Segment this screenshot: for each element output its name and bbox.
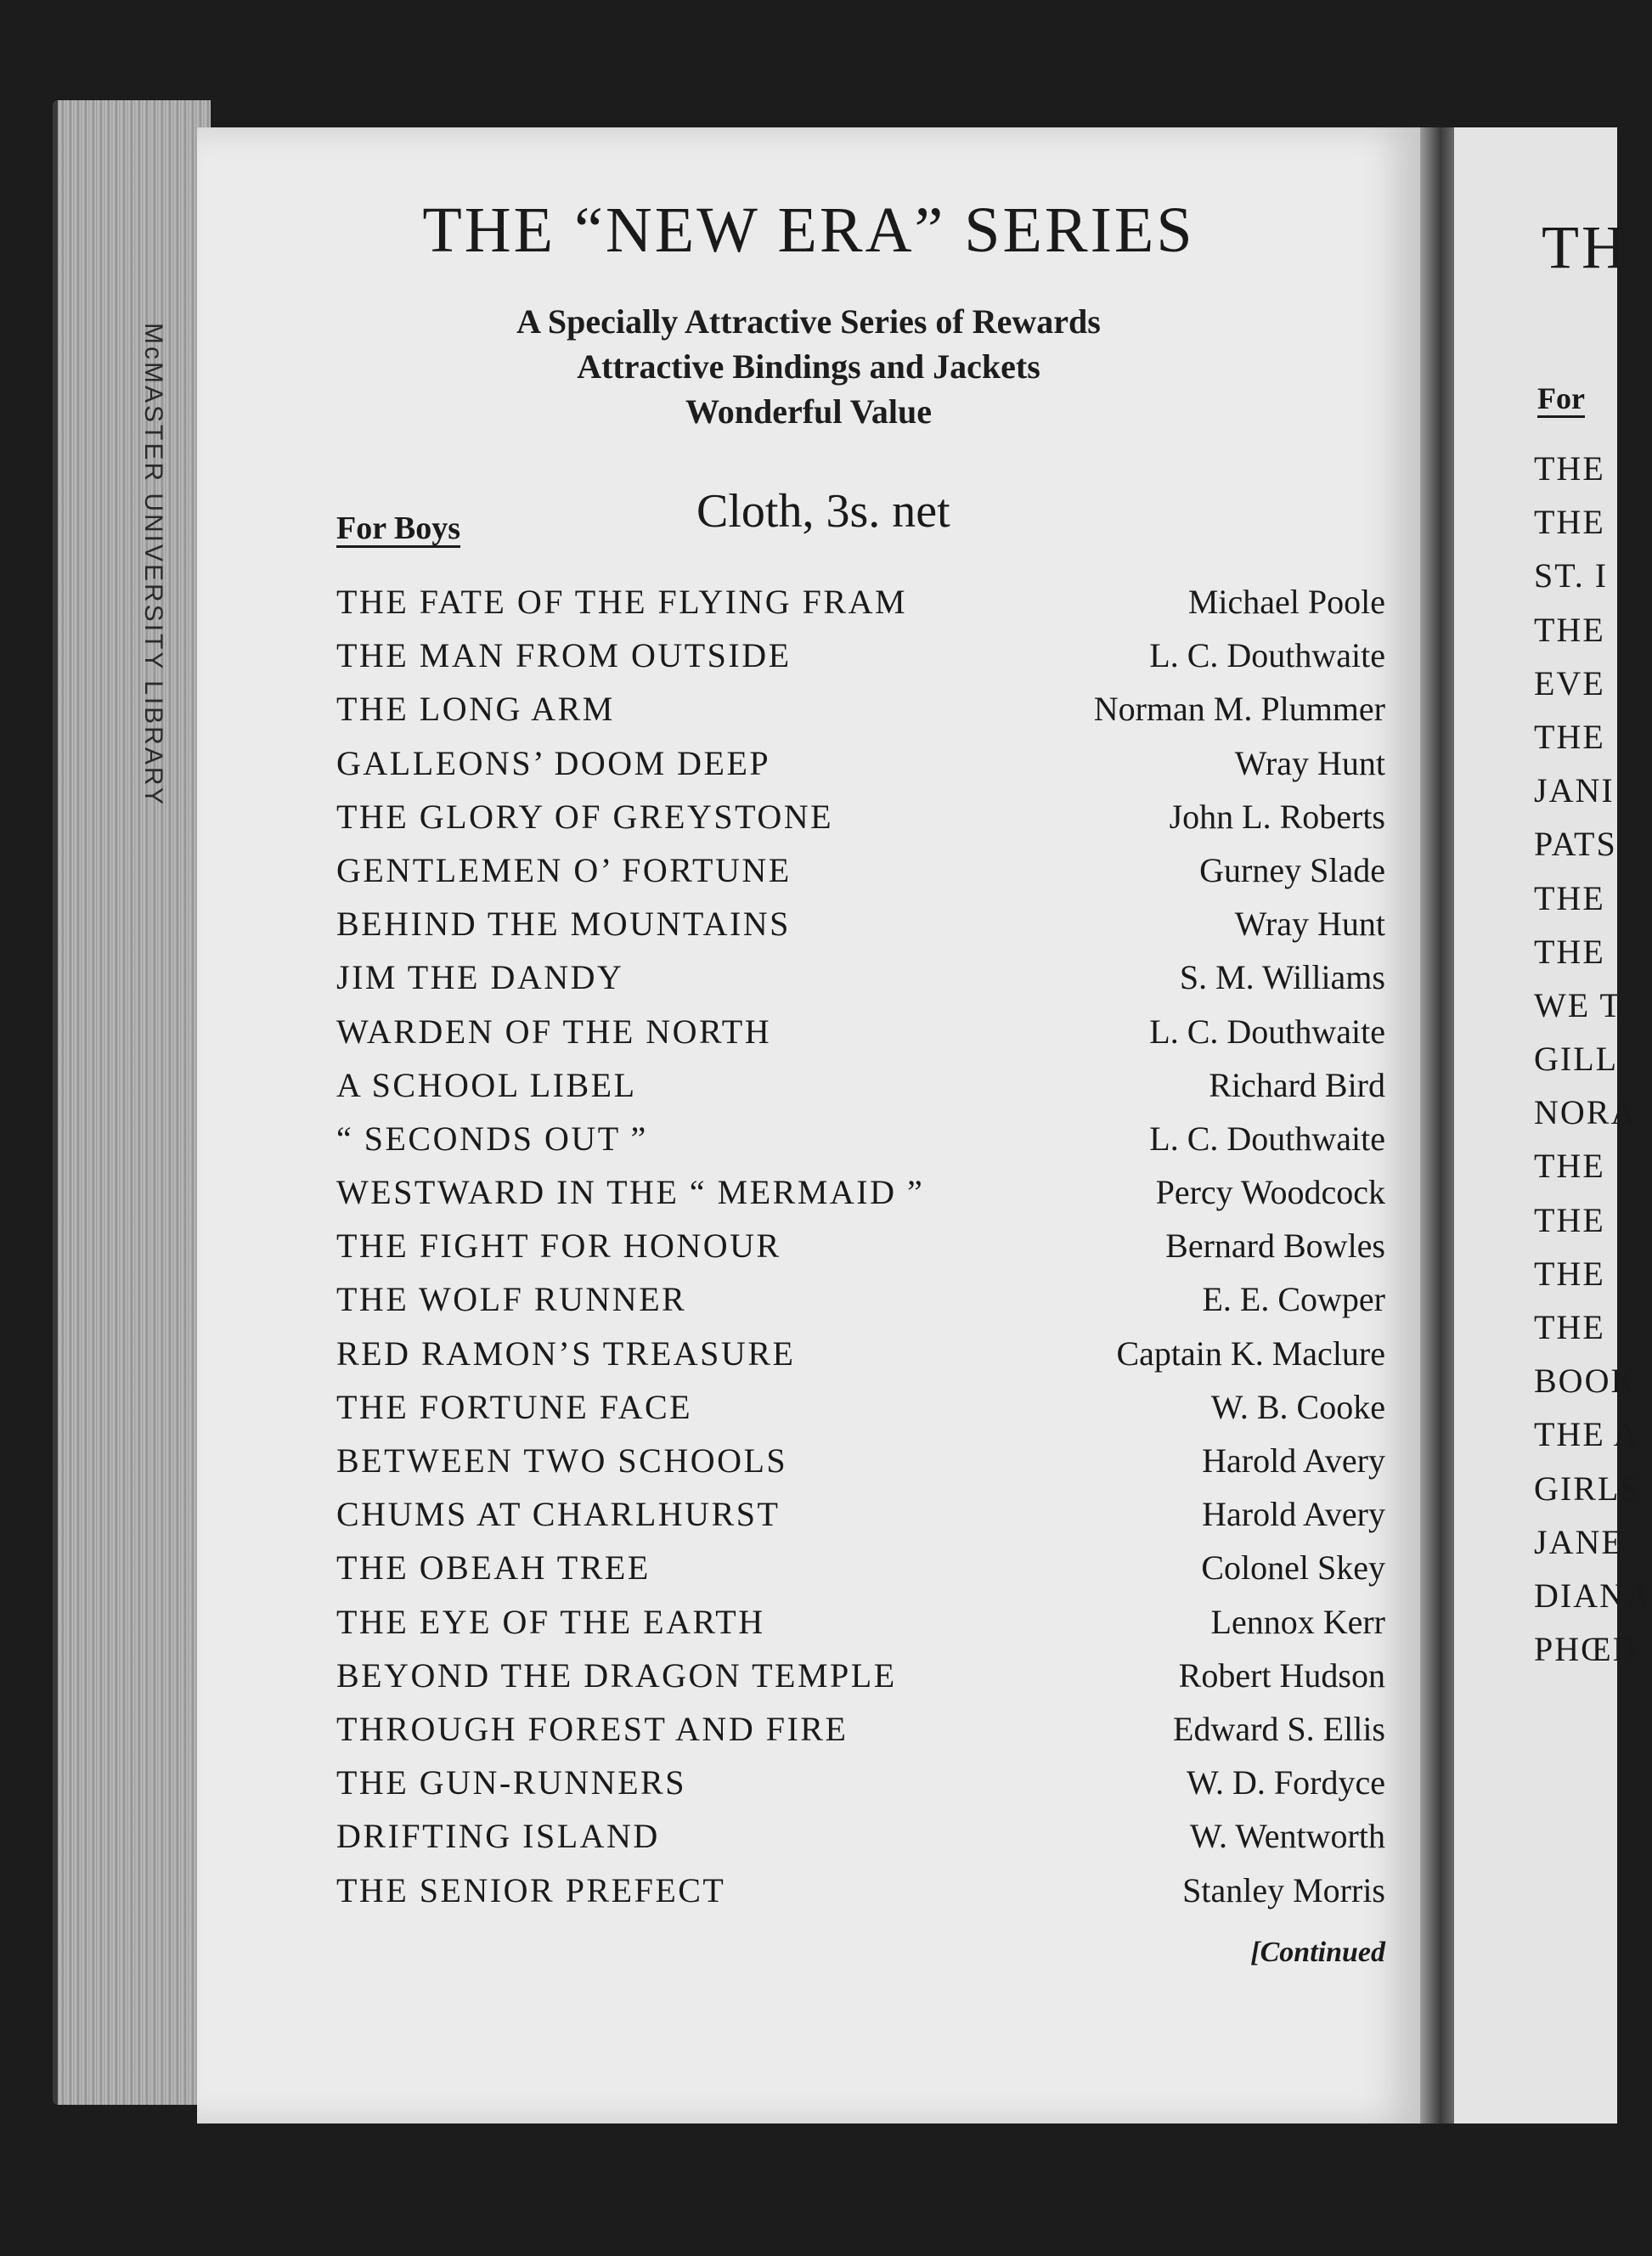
list-item	[336, 1226, 1385, 1279]
book-title: BEYOND THE DRAGON TEMPLE	[336, 1655, 897, 1695]
book-author: Edward S. Ellis	[1173, 1709, 1385, 1748]
list-item	[336, 689, 1385, 742]
list-item: EVE	[1534, 663, 1605, 702]
book-author: Robert Hudson	[1178, 1655, 1385, 1695]
book-author: Lennox Kerr	[1210, 1602, 1385, 1641]
book-title: BETWEEN TWO SCHOOLS	[336, 1441, 788, 1480]
book-author: W. Wentworth	[1189, 1817, 1385, 1856]
page-title: THE “NEW ERA” SERIES	[422, 195, 1195, 266]
section-label: For Boys	[336, 510, 461, 546]
book-author: Captain K. Maclure	[1116, 1334, 1385, 1373]
list-item: THE	[1534, 717, 1605, 756]
list-item: ST. I	[1534, 556, 1609, 595]
list-item: THE	[1534, 449, 1605, 488]
list-item	[336, 1709, 1385, 1762]
book-title: BEHIND THE MOUNTAINS	[336, 905, 791, 944]
book-author: Wray Hunt	[1234, 905, 1385, 944]
list-item	[336, 1334, 1385, 1387]
book-title: RED RAMON’S TREASURE	[336, 1334, 796, 1373]
list-item: JANE	[1534, 1522, 1624, 1561]
book-author: E. E. Cowper	[1202, 1280, 1385, 1319]
list-item: BOOK	[1534, 1362, 1638, 1401]
library-stamp-text: McMASTER UNIVERSITY LIBRARY	[139, 323, 167, 807]
subtitle-line-1: A Specially Attractive Series of Rewards	[516, 302, 1101, 341]
list-item	[336, 635, 1385, 689]
list-item: GIRLS	[1534, 1469, 1641, 1508]
book-title: THE MAN FROM OUTSIDE	[336, 636, 792, 675]
list-item	[336, 1602, 1385, 1655]
book-author: Harold Avery	[1202, 1495, 1385, 1534]
book-author: Gurney Slade	[1199, 850, 1385, 889]
book-list	[336, 582, 1385, 1924]
list-item	[336, 850, 1385, 904]
book-title: A SCHOOL LIBEL	[336, 1065, 637, 1104]
list-item	[336, 1816, 1385, 1870]
book-author: Colonel Skey	[1201, 1548, 1385, 1588]
list-item: THE	[1534, 932, 1605, 971]
list-item	[336, 1494, 1385, 1548]
book-title: THE FIGHT FOR HONOUR	[336, 1227, 781, 1266]
list-item	[336, 1387, 1385, 1441]
book-title: DRIFTING ISLAND	[336, 1817, 660, 1856]
book-title: THE FATE OF THE FLYING FRAM	[336, 583, 908, 621]
book-title: WARDEN OF THE NORTH	[336, 1012, 772, 1051]
book-author: John L. Roberts	[1169, 797, 1385, 836]
list-item	[336, 1119, 1385, 1172]
book-author: L. C. Douthwaite	[1149, 1012, 1385, 1051]
right-page-list	[1534, 448, 1652, 1683]
book-author: Michael Poole	[1187, 583, 1385, 621]
book-author: Percy Woodcock	[1155, 1173, 1385, 1212]
book-author: Harold Avery	[1202, 1441, 1385, 1480]
list-item: JANI	[1534, 771, 1615, 810]
book-author: L. C. Douthwaite	[1149, 636, 1385, 675]
book-title: THE GLORY OF GREYSTONE	[336, 797, 834, 836]
list-item	[336, 1870, 1385, 1924]
list-item: DIANA	[1534, 1576, 1652, 1615]
book-title: THE LONG ARM	[336, 690, 615, 729]
book-title: THE OBEAH TREE	[336, 1548, 651, 1588]
continued-note: [Continued	[1250, 1937, 1385, 1968]
right-page-title: TH	[1542, 213, 1628, 281]
list-item: THE	[1534, 1254, 1605, 1293]
book-author: W. B. Cooke	[1210, 1387, 1385, 1426]
list-item: WE T	[1534, 985, 1622, 1024]
list-item: NORA	[1534, 1093, 1638, 1132]
list-item: PHŒB	[1534, 1630, 1638, 1669]
list-item	[336, 582, 1385, 635]
book-author: Norman M. Plummer	[1093, 690, 1385, 729]
list-item	[336, 1548, 1385, 1601]
list-item	[336, 1655, 1385, 1709]
book-title: THE SENIOR PREFECT	[336, 1870, 726, 1909]
list-item	[336, 1172, 1385, 1226]
list-item	[336, 1762, 1385, 1816]
book-author: W. D. Fordyce	[1186, 1763, 1385, 1802]
book-title: GALLEONS’ DOOM DEEP	[336, 743, 771, 782]
list-item	[336, 1441, 1385, 1494]
book-author: Stanley Morris	[1182, 1870, 1385, 1909]
list-item: THE	[1534, 1200, 1605, 1239]
book-title: THE EYE OF THE EARTH	[336, 1602, 765, 1641]
book-title: THROUGH FOREST AND FIRE	[336, 1709, 849, 1748]
book-title: THE FORTUNE FACE	[336, 1387, 693, 1426]
book-title: THE GUN-RUNNERS	[336, 1763, 686, 1802]
list-item	[336, 1279, 1385, 1333]
list-item: THE	[1534, 503, 1605, 542]
book-title: GENTLEMEN O’ FORTUNE	[336, 850, 792, 889]
library-stamp	[127, 127, 178, 1002]
list-item	[336, 1065, 1385, 1119]
list-item	[336, 1012, 1385, 1065]
book-author: Bernard Bowles	[1165, 1227, 1385, 1266]
list-item	[336, 797, 1385, 850]
list-item	[336, 904, 1385, 957]
subtitle-line-2: Attractive Bindings and Jackets	[577, 347, 1040, 386]
list-item: THE	[1534, 610, 1605, 649]
list-item: THE	[1534, 1147, 1605, 1186]
right-page-section-label: For	[1537, 381, 1585, 415]
book-title: “ SECONDS OUT ”	[336, 1119, 648, 1158]
list-item: PATS	[1534, 825, 1617, 864]
book-author: Wray Hunt	[1234, 743, 1385, 782]
list-item: GILL	[1534, 1040, 1619, 1079]
subtitle-line-3: Wonderful Value	[685, 392, 933, 431]
list-item	[336, 743, 1385, 797]
book-gutter	[1420, 127, 1454, 2123]
book-title: CHUMS AT CHARLHURST	[336, 1495, 781, 1534]
book-author: S. M. Williams	[1179, 958, 1385, 997]
book-title: WESTWARD IN THE “ MERMAID ”	[336, 1173, 925, 1212]
list-item: THE A	[1534, 1415, 1640, 1454]
book-title: JIM THE DANDY	[336, 958, 624, 997]
book-title: THE WOLF RUNNER	[336, 1280, 687, 1319]
list-item: THE	[1534, 878, 1605, 917]
price-label: Cloth, 3s. net	[696, 485, 950, 538]
list-item	[336, 957, 1385, 1011]
book-author: Richard Bird	[1209, 1065, 1385, 1104]
book-author: L. C. Douthwaite	[1149, 1119, 1385, 1158]
list-item: THE	[1534, 1308, 1605, 1346]
